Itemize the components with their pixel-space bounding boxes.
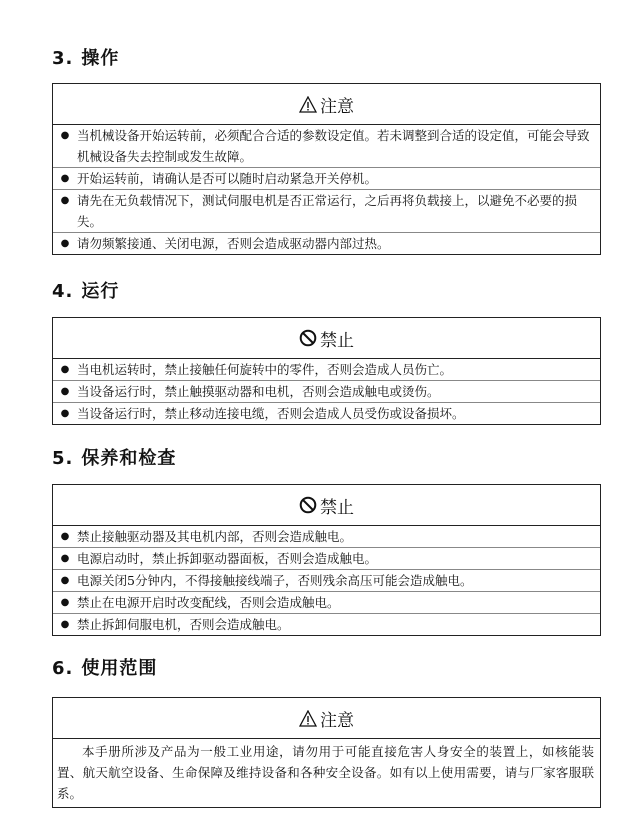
prohibited-box-running (52, 317, 601, 425)
list-item (53, 233, 600, 254)
list-item (53, 614, 600, 635)
list-item (53, 592, 600, 614)
caution-box-header (53, 698, 600, 739)
list-item-text: 开始运转前，请确认是否可以随时启动紧急开关停机。 (77, 171, 378, 186)
list-item-text: 电源启动时，禁止拆卸驱动器面板，否则会造成触电。 (77, 551, 378, 566)
caution-box-header (53, 84, 600, 125)
bullet-icon: ● (60, 531, 70, 542)
list-item (53, 168, 600, 190)
prohibited-box-title: 禁止 (320, 497, 354, 518)
list-item (53, 359, 600, 381)
bullet-icon: ● (60, 408, 70, 419)
list-item (53, 381, 600, 403)
list-item-text: 请先在无负载情况下，测试伺服电机是否正常运行，之后再将负载接上，以避免不必要的损失。 (77, 193, 578, 229)
bullet-icon: ● (60, 597, 70, 608)
bullet-icon: ● (60, 130, 70, 141)
section-number: 3. (52, 48, 74, 69)
section-title: 运行 (81, 281, 120, 302)
list-item-text: 当机械设备开始运转前，必须配合合适的参数设定值。若未调整到合适的设定值，可能会导致机械设备失去控制或发生故障。 (77, 128, 590, 164)
bullet-icon: ● (60, 195, 70, 206)
section-number: 4. (52, 281, 74, 302)
list-item-text: 当设备运行时，禁止移动连接电缆，否则会造成人员受伤或设备损坏。 (77, 406, 465, 421)
list-item-text: 禁止在电源开启时改变配线，否则会造成触电。 (77, 595, 340, 610)
prohibited-box-header (53, 318, 600, 359)
warning-triangle-icon (299, 96, 317, 113)
list-item (53, 403, 600, 424)
section-number: 5. (52, 448, 74, 469)
usage-scope-paragraph: 本手册所涉及产品为一般工业用途，请勿用于可能直接危害人身安全的装置上，如核能装置、航天航空设备、生命保障及维持设备和各种安全设备。如有以上使用需要，请与厂家客服联系。 (57, 744, 594, 801)
list-item (53, 548, 600, 570)
caution-box-usage-scope (52, 697, 601, 808)
list-item-text: 禁止接触驱动器及其电机内部，否则会造成触电。 (77, 529, 353, 544)
list-item-text: 当电机运转时，禁止接触任何旋转中的零件，否则会造成人员伤亡。 (77, 362, 453, 377)
list-item-text: 电源关闭5分钟内，不得接触接线端子，否则残余高压可能会造成触电。 (77, 573, 473, 588)
section-heading-3 (52, 44, 119, 70)
section-heading-6 (52, 654, 157, 680)
list-item-text: 请勿频繁接通、关闭电源，否则会造成驱动器内部过热。 (77, 236, 390, 251)
list-item (53, 570, 600, 592)
prohibited-box-header (53, 485, 600, 526)
list-item (53, 125, 600, 168)
section-heading-5 (52, 444, 176, 470)
bullet-icon: ● (60, 553, 70, 564)
prohibited-box-maintenance (52, 484, 601, 636)
section-title: 保养和检查 (81, 448, 177, 469)
prohibited-box-title: 禁止 (320, 330, 354, 351)
caution-box-title: 注意 (320, 710, 354, 731)
bullet-icon: ● (60, 173, 70, 184)
section-title: 操作 (81, 48, 120, 69)
bullet-icon: ● (60, 575, 70, 586)
list-item-text: 当设备运行时，禁止触摸驱动器和电机，否则会造成触电或烫伤。 (77, 384, 440, 399)
caution-box-operation (52, 83, 601, 255)
warning-triangle-icon (299, 710, 317, 727)
list-item (53, 190, 600, 233)
bullet-icon: ● (60, 364, 70, 375)
bullet-icon: ● (60, 386, 70, 397)
caution-box-title: 注意 (320, 96, 354, 117)
prohibited-icon (299, 329, 317, 347)
section-heading-4 (52, 277, 119, 303)
bullet-icon: ● (60, 238, 70, 249)
prohibited-icon (299, 496, 317, 514)
section-number: 6. (52, 658, 74, 679)
bullet-icon: ● (60, 619, 70, 630)
list-item-text: 禁止拆卸伺服电机，否则会造成触电。 (77, 617, 290, 632)
section-title: 使用范围 (81, 658, 158, 679)
list-item (53, 526, 600, 548)
